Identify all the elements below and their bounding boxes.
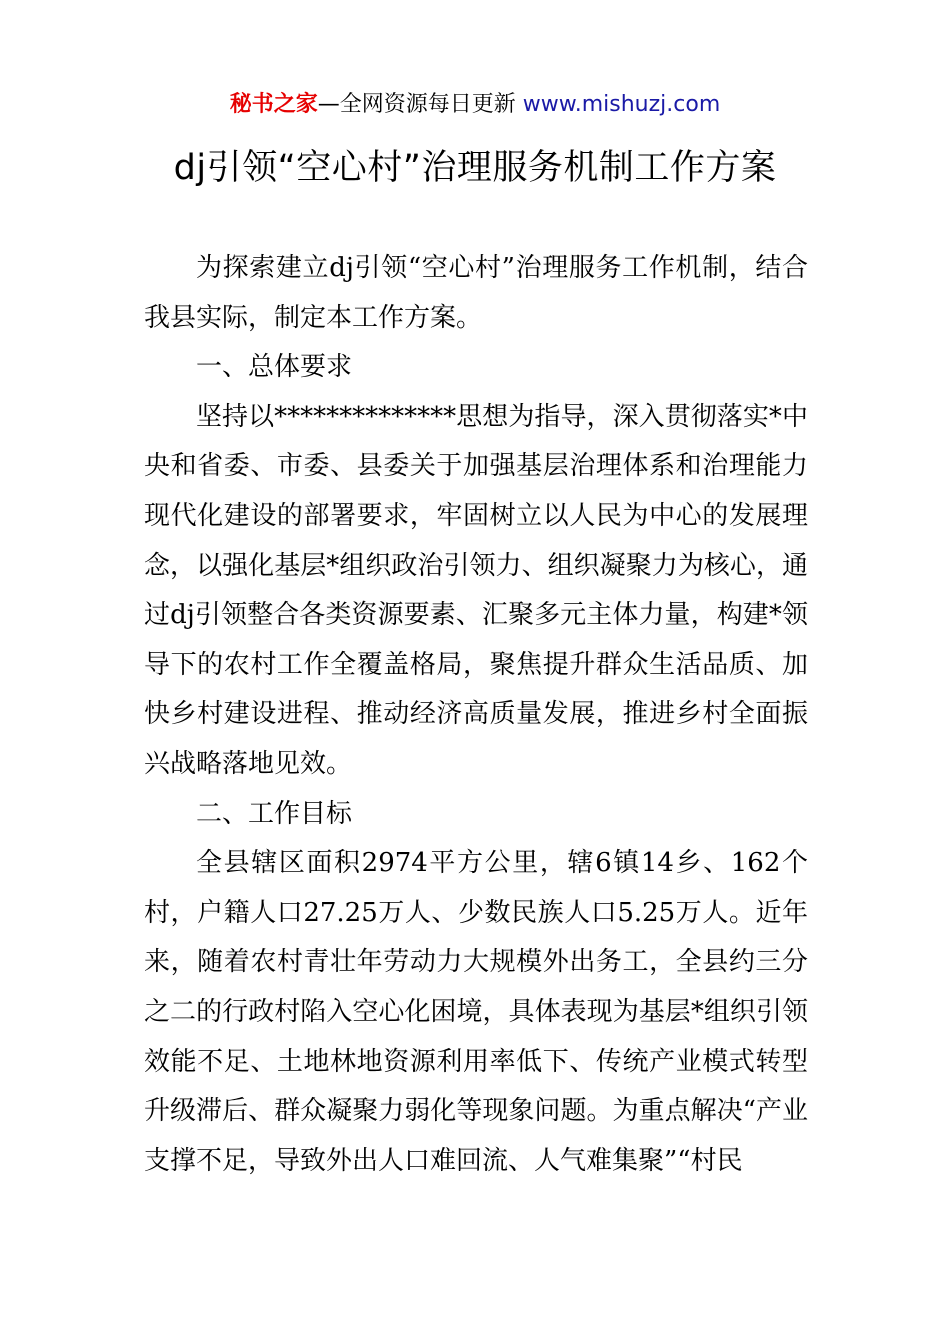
section-heading-work-goals: 二、工作目标 xyxy=(196,798,353,829)
site-url-link[interactable]: www.mishuzj.com xyxy=(522,92,721,117)
site-banner xyxy=(0,88,950,122)
banner-slogan: —全网资源每日更新 xyxy=(317,92,523,117)
intro-paragraph: 为探索建立dj引领“空心村”治理服务工作机制，结合我县实际，制定本工作方案。 xyxy=(144,253,808,333)
section-heading-general-requirements: 一、总体要求 xyxy=(196,352,353,383)
section-paragraph-work-goals: 全县辖区面积2974平方公里，辖6镇14乡、162个村，户籍人口27.25万人、少数民族人口5.25万人。近年来，随着农村青壮年劳动力大规模外出务工，全县约三分之二的行政村陷入空心化困境，具体表现为基层*组织引领效能不足、土地林地资源利用率低下、传统产业模式转型升级滞后、群众凝聚力弱化等现象问题。为重点解决“产业支撑不足，导致外出人口难回流、人气难集聚”“村民 xyxy=(144,848,808,1176)
document-body xyxy=(144,244,808,1186)
section-paragraph-general-requirements: 坚持以**************思想为指导，深入贯彻落实*中央和省委、市委、县委关于加强基层治理体系和治理能力现代化建设的部署要求，牢固树立以人民为中心的发展理念，以强化基层*组织政治引领力、组织凝聚力为核心，通过dj引领整合各类资源要素、汇聚多元主体力量，构建*领导下的农村工作全覆盖格局，聚焦提升群众生活品质、加快乡村建设进程、推动经济高质量发展，推进乡村全面振兴战略落地见效。 xyxy=(144,401,808,779)
brand-name: 秘书之家 xyxy=(229,92,318,117)
document-title: dj引领“空心村”治理服务机制工作方案 xyxy=(173,148,777,188)
